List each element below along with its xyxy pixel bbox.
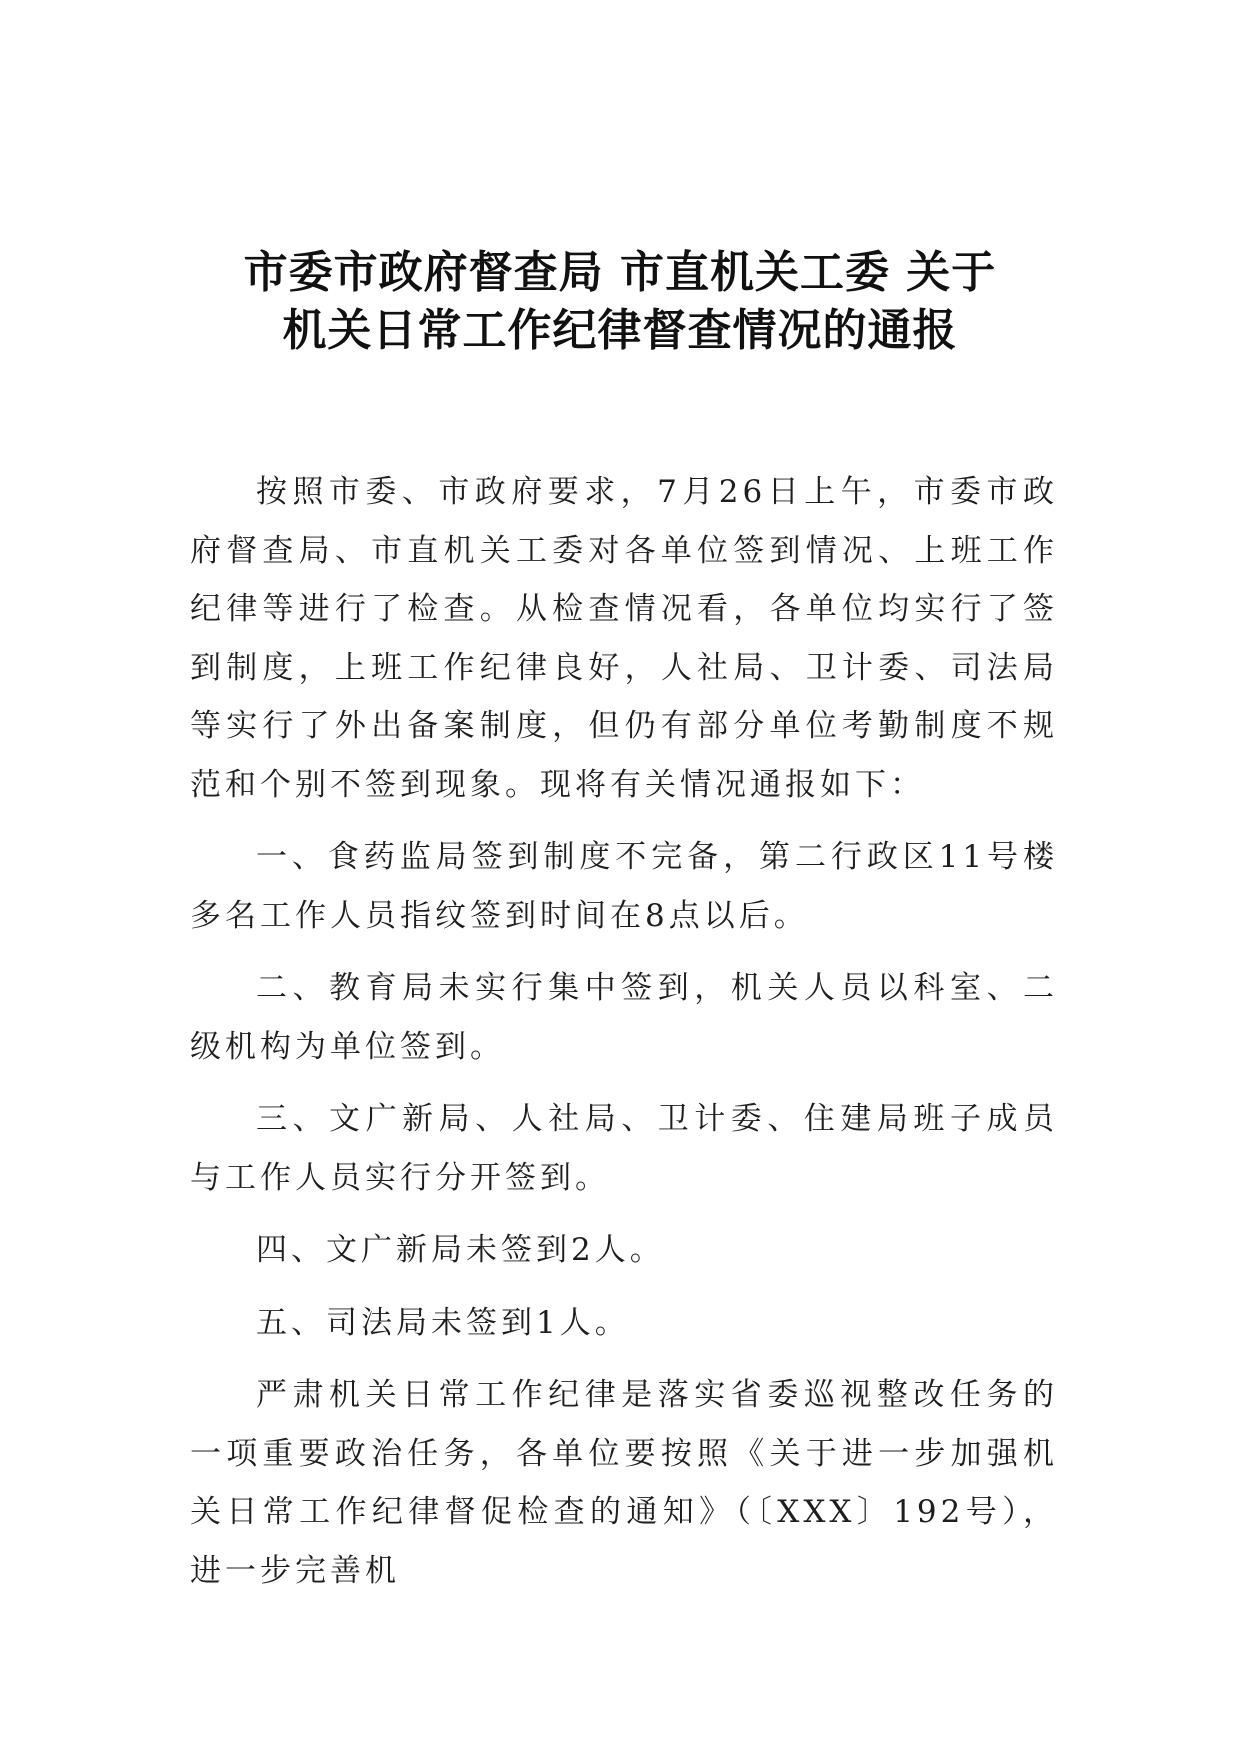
closing-paragraph: 严肃机关日常工作纪律是落实省委巡视整改任务的一项重要政治任务，各单位要按照《关于进一步加强机关日常工作纪律督促检查的通知》（〔XXX〕192号），进一步完善机 [190, 1377, 1058, 1589]
intro-paragraph: 按照市委、市政府要求，7月26日上午，市委市政府督查局、市直机关工委对各单位签到情况、上班工作纪律等进行了检查。从检查情况看，各单位均实行了签到制度，上班工作纪律良好，人社局、卫计委、司法局等实行了外出备案制度，但仍有部分单位考勤制度不规范和个别不签到现象。现将有关情况通报如下： [190, 474, 1058, 803]
title-line-1: 市委市政府督查局 市直机关工委 关于 [243, 247, 997, 298]
item-paragraph-3: 三、文广新局、人社局、卫计委、住建局班子成员与工作人员实行分开签到。 [190, 1101, 1058, 1196]
document-body [190, 463, 1058, 1614]
item-paragraph-1: 一、食药监局签到制度不完备，第二行政区11号楼多名工作人员指纹签到时间在8点以后。 [190, 839, 1058, 934]
item-paragraph-2: 二、教育局未实行集中签到，机关人员以科室、二级机构为单位签到。 [190, 970, 1058, 1065]
item-paragraph-5: 五、司法局未签到1人。 [256, 1304, 630, 1341]
item-paragraph-4: 四、文广新局未签到2人。 [256, 1232, 665, 1268]
document-title [150, 244, 1090, 360]
title-line-2: 机关日常工作纪律督查情况的通报 [282, 305, 958, 356]
